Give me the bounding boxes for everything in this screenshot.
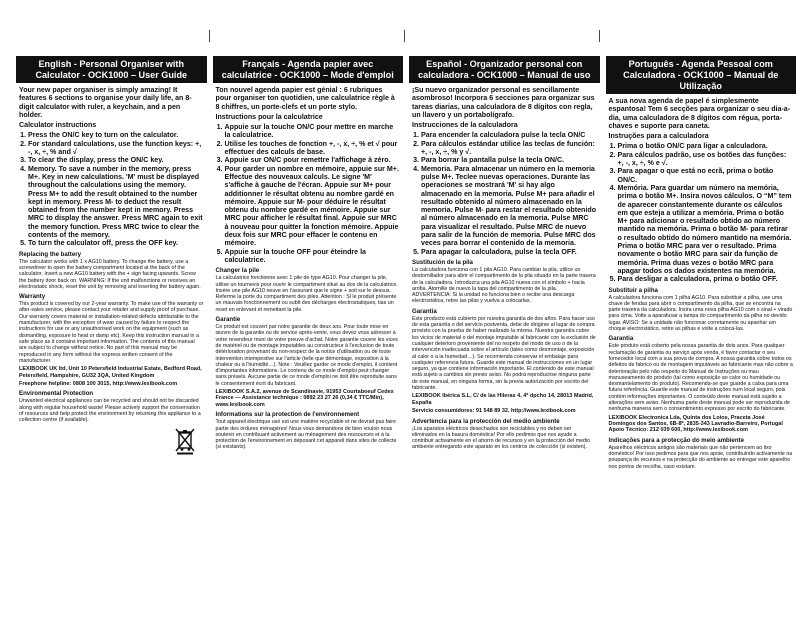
column-header: [606, 56, 797, 94]
header-line: calculatrice - OCK1000 – Mode d'emploi: [221, 70, 394, 80]
instruction-step: 4. Pour garder un nombre en mémoire, appuie sur M+. Effectue des nouveaux calculs. Le signe 'M' s'affiche à gauche de l'écran. Appuie sur M+ pour additionner le résultat obtenu au nombre gardé en mémoire. Appuie sur M- pour déduire le résultat obtenu du nombre gardé en mémoire. Appuie sur MRC pour afficher le résultat final. Appuie sur MRC à nouveau pour quitter la fonction mémoire. Appuie deux fois sur MRC pour effacer le contenu en mémoire.: [225, 165, 401, 248]
paragraph: The calculator works with 1 x AG10 battery. To change the battery, use a screwdriver to open the battery compartment located at the back of the calculator. Insert a new AG10 battery with the + sign facing upwards. Screw the battery door back on. WARNING: If the unit malfunctions or receives an electrostatic shock, reset the unit by removing and inserting the battery again.: [19, 258, 201, 290]
section-title: Informations sur la protection de l'environnement: [215, 411, 360, 419]
instruction-step: 4. Memória. Para guardar um número na memória, prima o botão M+. Insira novos cálculos. O “M” tem de aparecer constantemente durante os cálculos em que esteja a utilizar a memória. Prima o botão M+ para adicionar o resultado obtido ao número mantido na memória. Prima o botão M- para retirar o resultado obtido do número mantido na memória. Prima o botão MRC para ver o resultado. Prima novamente o botão MRC para sair da função de memória. Prima duas vezes o botão MRC para apagar todos os dados existentes na memória.: [618, 184, 794, 275]
column-french: [213, 56, 404, 610]
company-address: LEXIBOOK UK ltd, Unit 10 Petersfield Industrial Estate, Bedford Road, Petersfield, Hampshire, GU32 3QA, United Kingdom: [19, 366, 202, 379]
company-address: LEXIBOOK S.A.2, avenue de Scandinavie, 91953 Courtaboeuf Cedex France — Assistance technique : 0892 23 27 26 (0,34 € TTC/Min), www.lexibook.com: [215, 388, 394, 408]
section-title: Substituir a pilha: [608, 286, 658, 294]
section-title: Garantie: [215, 316, 241, 324]
section-title: Instruções para a calculadora: [608, 132, 709, 141]
column-portuguese: [606, 56, 797, 610]
intro-text: Ton nouvel agenda papier est génial : 6 rubriques pour organiser ton quotidien, une calculatrice règle à 8 chiffres, un porte-clefs et un porte stylo.: [215, 86, 395, 111]
instruction-steps: [609, 142, 794, 283]
column-body: [409, 83, 600, 453]
section-title: Garantia: [608, 335, 634, 343]
paragraph: Este producto está cubierto por nuestra garantía de dos años. Para hacer uso de esta garantía o del servicio postventa, debe de dirigirse al lugar de compra provisto con la prueba de haber realizado la misma. Nuestra garantía cubre los vicios de material o del montaje imputable al fabricante con la exclusión de cualquier deterioro proveniente del no respeto del modo de uso o de la intervención inadecuada sobre el artículo (tales como desmontaje, exposición al calor o a la humedad…). Se recomienda conservar el embalaje para cualquier referencia futura. Guarde este manual de instrucciones en un lugar seguro, ya que contiene información importante. El contenido de este manual está sujeto a cambios sin previo aviso. No podrá reproducirse ninguna parte de este manual, en ninguna forma, sin la previa autorización por escrito del fabricante.: [412, 315, 596, 391]
instruction-step: 2. Para cálculos padrão, use os botões das funções: +, -, x, ÷, % e √.: [618, 151, 794, 168]
column-body: [16, 83, 207, 455]
instruction-step: 2. Para cálculos estándar utilice las teclas de función: +, -, x, ÷, % y √.: [421, 140, 597, 157]
header-line: English - Personal Organiser with: [38, 59, 185, 69]
user-guide-sheet: [16, 56, 796, 610]
company-address: LEXIBOOK Electronica Lda, Quinta dos Loios, Praceta José Domingos dos Santos, 6B-8º, 2835-343 Lavradio-Barreiro, Portugal Apoio Técnico: 212 039 600, http://www.lexibook.com: [608, 414, 783, 434]
column-body: [213, 83, 404, 453]
column-body: [606, 94, 797, 472]
section-title: Instrucciones de la calculadora: [412, 121, 518, 130]
fold-mark: [404, 30, 405, 42]
paragraph: Unwanted electrical appliances can be recycled and should not be discarded along with regular household waste! Please actively support the conservation of resources and help protect the environment by returning this appliance to a collection centre (if available).: [19, 398, 201, 424]
section-title: Garantía: [412, 307, 437, 315]
instruction-step: 1. Para encender la calculadora pulse la tecla ON/C: [421, 131, 597, 139]
instruction-step: 4. Memory. To save a number in the memory, press M+. Key in new calculations. 'M' must be displayed throughout the calculations using the memory. Press M+ to add the result obtained to the number kept in memory. Press M- to deduct the result obtained from the number kept in memory. Press MRC to display the answer. Press MRC again to exit the memory function. Press MRC twice to clear the contents of the memory.: [28, 165, 204, 240]
paragraph: Tout appareil électrique usé est une matière recyclable et ne devrait pas faire partie des ordures ménagères! Nous vous demandons de bien vouloir nous soutenir en contribuant activement au ménagement des ressources et à la protection de l'environnement en déposant cet appareil dans sites de collecte (si existants).: [215, 419, 397, 451]
instruction-step: 4. Memoria. Para almacenar un número en la memoria pulse M+. Teclee nuevas operaciones. Durante las operaciones se mostrará 'M' si hay algo almacenado en la memoria. Pulse M+ para añadir el resultado obtenido al número almacenado en la memoria. Pulse M- para restar el resultado obtenido al número almacenado en la memoria. Pulse MRC para visualizar el resultado. Pulse MRC de nuevo para salir de la función de memoria. Pulse MRC dos veces para borrar el contenido de la memoria.: [421, 165, 597, 248]
column-spanish: [409, 56, 600, 610]
instruction-step: 5. To turn the calculator off, press the OFF key.: [28, 239, 204, 247]
instruction-step: 1. Press the ON/C key to turn on the calculator.: [28, 131, 204, 139]
paragraph: Aparelhos eléctricos antigos são materiais que não pertencem ao lixo doméstico! Por isso pedimos para que nos apoie, contribuindo activamente na poupança de recursos e na protecção do ambiente ao entregar este aparelho nos pontos de recolha, caso existam.: [608, 444, 793, 470]
column-header: [409, 56, 600, 83]
instruction-step: 5. Appuie sur la touche OFF pour éteindre la calculatrice.: [225, 248, 401, 265]
intro-text: ¡Su nuevo organizador personal es sencillamente asombroso! Incorpora 6 secciones para organizar sus tareas diarias, una calculadora de 8 dígitos con regla, un llavero y un portabolígrafo.: [412, 86, 595, 119]
instruction-step: 2. Utilise les touches de fonction +, -, x, ÷, % et √ pour effectuer des calculs de base.: [225, 140, 401, 157]
section-title: Warranty: [19, 293, 46, 301]
section-title: Replacing the battery: [19, 250, 81, 258]
instruction-step: 3. To clear the display, press the ON/C key.: [28, 156, 204, 164]
header-line: Calculadora - OCK1000 – Manual de Utilização: [623, 70, 779, 91]
paragraph: La calculatrice fonctionne avec 1 pile de type AG10. Pour changer la pile, utilise un tournevis pour ouvrir le compartiment situé au dos de la calculatrice. Insère une pile AG10 neuve en t'assurant que le signe + soit sur le dessus. Referme la porte du compartiment des piles. Attention : Si le produit présente un mauvais fonctionnement ou subit des décharges électrostatiques, tias un reset en enlevant et remettant la pile.: [215, 275, 398, 313]
section-title: Instructions pour la calculatrice: [215, 112, 323, 121]
instruction-step: 5. Para apagar la calculadora, pulse la tecla OFF.: [421, 248, 597, 256]
contact-line: Freephone helpline: 0808 100 3015, http://www.lexibook.com: [19, 380, 178, 387]
instruction-steps: [216, 123, 401, 264]
instruction-steps: [412, 131, 597, 255]
section-title: Indicações para a protecção do meio ambiente: [608, 436, 744, 444]
header-line: Calculator - OCK1000 – User Guide: [35, 70, 188, 80]
section-title: Environmental Protection: [19, 390, 94, 398]
section-title: Calculator instructions: [19, 121, 97, 130]
paragraph: This product is covered by our 2-year warranty. To make use of the warranty or after-sales service, please contact your retailer and supply proof of purchase. Our warranty covers material or installation-related defects attributable to the manufacturer, with the exception of wear caused by failure to respect the instructions for use or any unauthorised work on the equipment (such as dismantling, exposure to heat or damp etc). Keep this instruction manual in a safe place as it contains important information. The contents of this manual are subject to change without notice. No part of this manual may be reproduced in any form without the express written consent of the manufacturer.: [19, 301, 204, 364]
instruction-step: 2. For standard calculations, use the function keys: +, -, x, ÷, % and √: [28, 140, 204, 157]
paragraph: A calculadora funciona com 1 pilha AG10. Para substituir a pilha, use uma chave de fendas para abrir o compartimento da pilha, que se encontra na parte traseira da calculadora. Insira uma nova pilha AG10 com o sinal + virado para cima. Volte a aparafusar a tampa do compartimento da pilha no devido lugar. AVISO: Se a unidade não funcionar corretamente ou apanhar um choque electrostático, retire as pilhas e volte a colocá-las.: [608, 294, 793, 333]
header-line: Español - Organizador personal con: [426, 59, 583, 69]
section-title: Advertencia para la protección del medio ambiente: [412, 417, 560, 425]
instruction-step: 1. Appuie sur la touche ON/C pour mettre en marche la calculatrice.: [225, 123, 401, 140]
intro-text: Your new paper organiser is simply amazing! It features 6 sections to organise your daily life, an 8-digit calculator with ruler, a keychain, and a pen holder.: [19, 86, 192, 119]
instruction-step: 1. Prima o botão ON/C para ligar a calculadora.: [618, 142, 794, 150]
paragraph: ¡Los aparatos eléctricos desechados son reciclables y no deben ser eliminados en la basura doméstica! Por ello pedimos que nos ayude a contribuir activamente en el ahorro de recursos y en la protección del medio ambiente entregando este aparato en los centros de colección (si existen).: [412, 425, 591, 451]
header-line: calculadora - OCK1000 – Manual de uso: [418, 70, 591, 80]
column-english: [16, 56, 207, 610]
contact-line: Servicio consumidores: 91 548 89 32. http://www.lexibook.com: [412, 408, 576, 415]
column-header: [16, 56, 207, 83]
company-address: LEXIBOOK Ibérica S.L, C/ de las Hileras 4, 4º dpcho 14, 28013 Madrid, España: [412, 393, 594, 406]
header-line: Português - Agenda Pessoal com: [628, 59, 773, 69]
section-title: Sustitución de la pila: [412, 258, 473, 266]
instruction-step: 3. Para borrar la pantalla pulse la tecla ON/C.: [421, 156, 597, 164]
intro-text: A sua nova agenda de papel é simplesmente espantosa! Tem 6 secções para organizar o seu dia-a-dia, uma calculadora de 8 dígitos com régua, porta-chaves e suporte para caneta.: [608, 97, 791, 130]
fold-mark: [209, 30, 210, 42]
paragraph: Este produto está coberto pela nossa garantia de dois anos. Para qualquer reclamação de garantia ou serviço após venda, é favor contactar o seu fornecedor local com a sua prova de compra. A nossa garantia cobre todos os defeitos de fabrico ou de montagem imputáveis ao fabricante mas não cobre a deterioração pelo não respeito do Manual de Instruções ou mau manuseamento do produto (tal como exposição ao calor ou humidade ou desmantelamento do produto). Recomenda-se que guarde a caixa para uma futura referência. Guarde este manual de instruções num local seguro, pois contém informações importantes. O conteúdo deste manual está sujeito a alterações sem aviso. Nenhuma parte deste manual pode ser reproduzida de nenhuma maneira sem o consentimento expresso por escrito do fabricante.: [608, 343, 793, 413]
instruction-steps: [19, 131, 204, 247]
column-header: [213, 56, 404, 83]
weee-symbol: [19, 427, 204, 455]
instruction-step: 3. Appuie sur ON/C pour remettre l'affichage à zéro.: [225, 156, 401, 164]
header-line: Français - Agenda papier avec: [242, 59, 374, 69]
crossed-bin-icon: [174, 427, 196, 455]
section-title: Changer la pile: [215, 267, 260, 275]
paragraph: La calculadora funciona con 1 pila AG10. Para cambiar la pila, utilice un destornillador para abrir el compartimento de la pila situado en la parte trasera de la calculadora. Introduzca una pila AG10 nueva con el símbolo + hacia arriba. Atornille de nuevo la tapa del compartimento de la pila. ADVERTENCIA: Si la unidad no funciona bien o recibe una descarga electrostática, retire las pilas y vuelva a colocarlas.: [412, 266, 596, 305]
fold-mark: [599, 30, 600, 42]
instruction-step: 5. Para desligar a calculadora, prima o botão OFF.: [618, 275, 794, 283]
paragraph: Ce produit est couvert par notre garantie de deux ans. Pour toute mise en œuvre de la garantie ou de service après-vente, vous devez vous adresser à votre revendeur muni de votre preuve d'achat. Notre garantie couvre les vices de matériel ou de montage imputables au constructeur à l'exclusion de toute détérioration provenant du non-respect de la notice d'utilisation ou de toute intervention intempestive sur l'article (telle que démontage, exposition à la chaleur ou à l'humidité…). Note : Veuillez garder ce mode d'emploi, il contient d'importantes informations. Le contenu de ce mode d'emploi peut changer sans préavis. Aucune partie de ce mode d'emploi ne doit être reproduite sans le consentement écrit du fabricant.: [215, 324, 398, 387]
instruction-step: 3. Para apagar o que está no ecrã, prima o botão ON/C.: [618, 167, 794, 184]
